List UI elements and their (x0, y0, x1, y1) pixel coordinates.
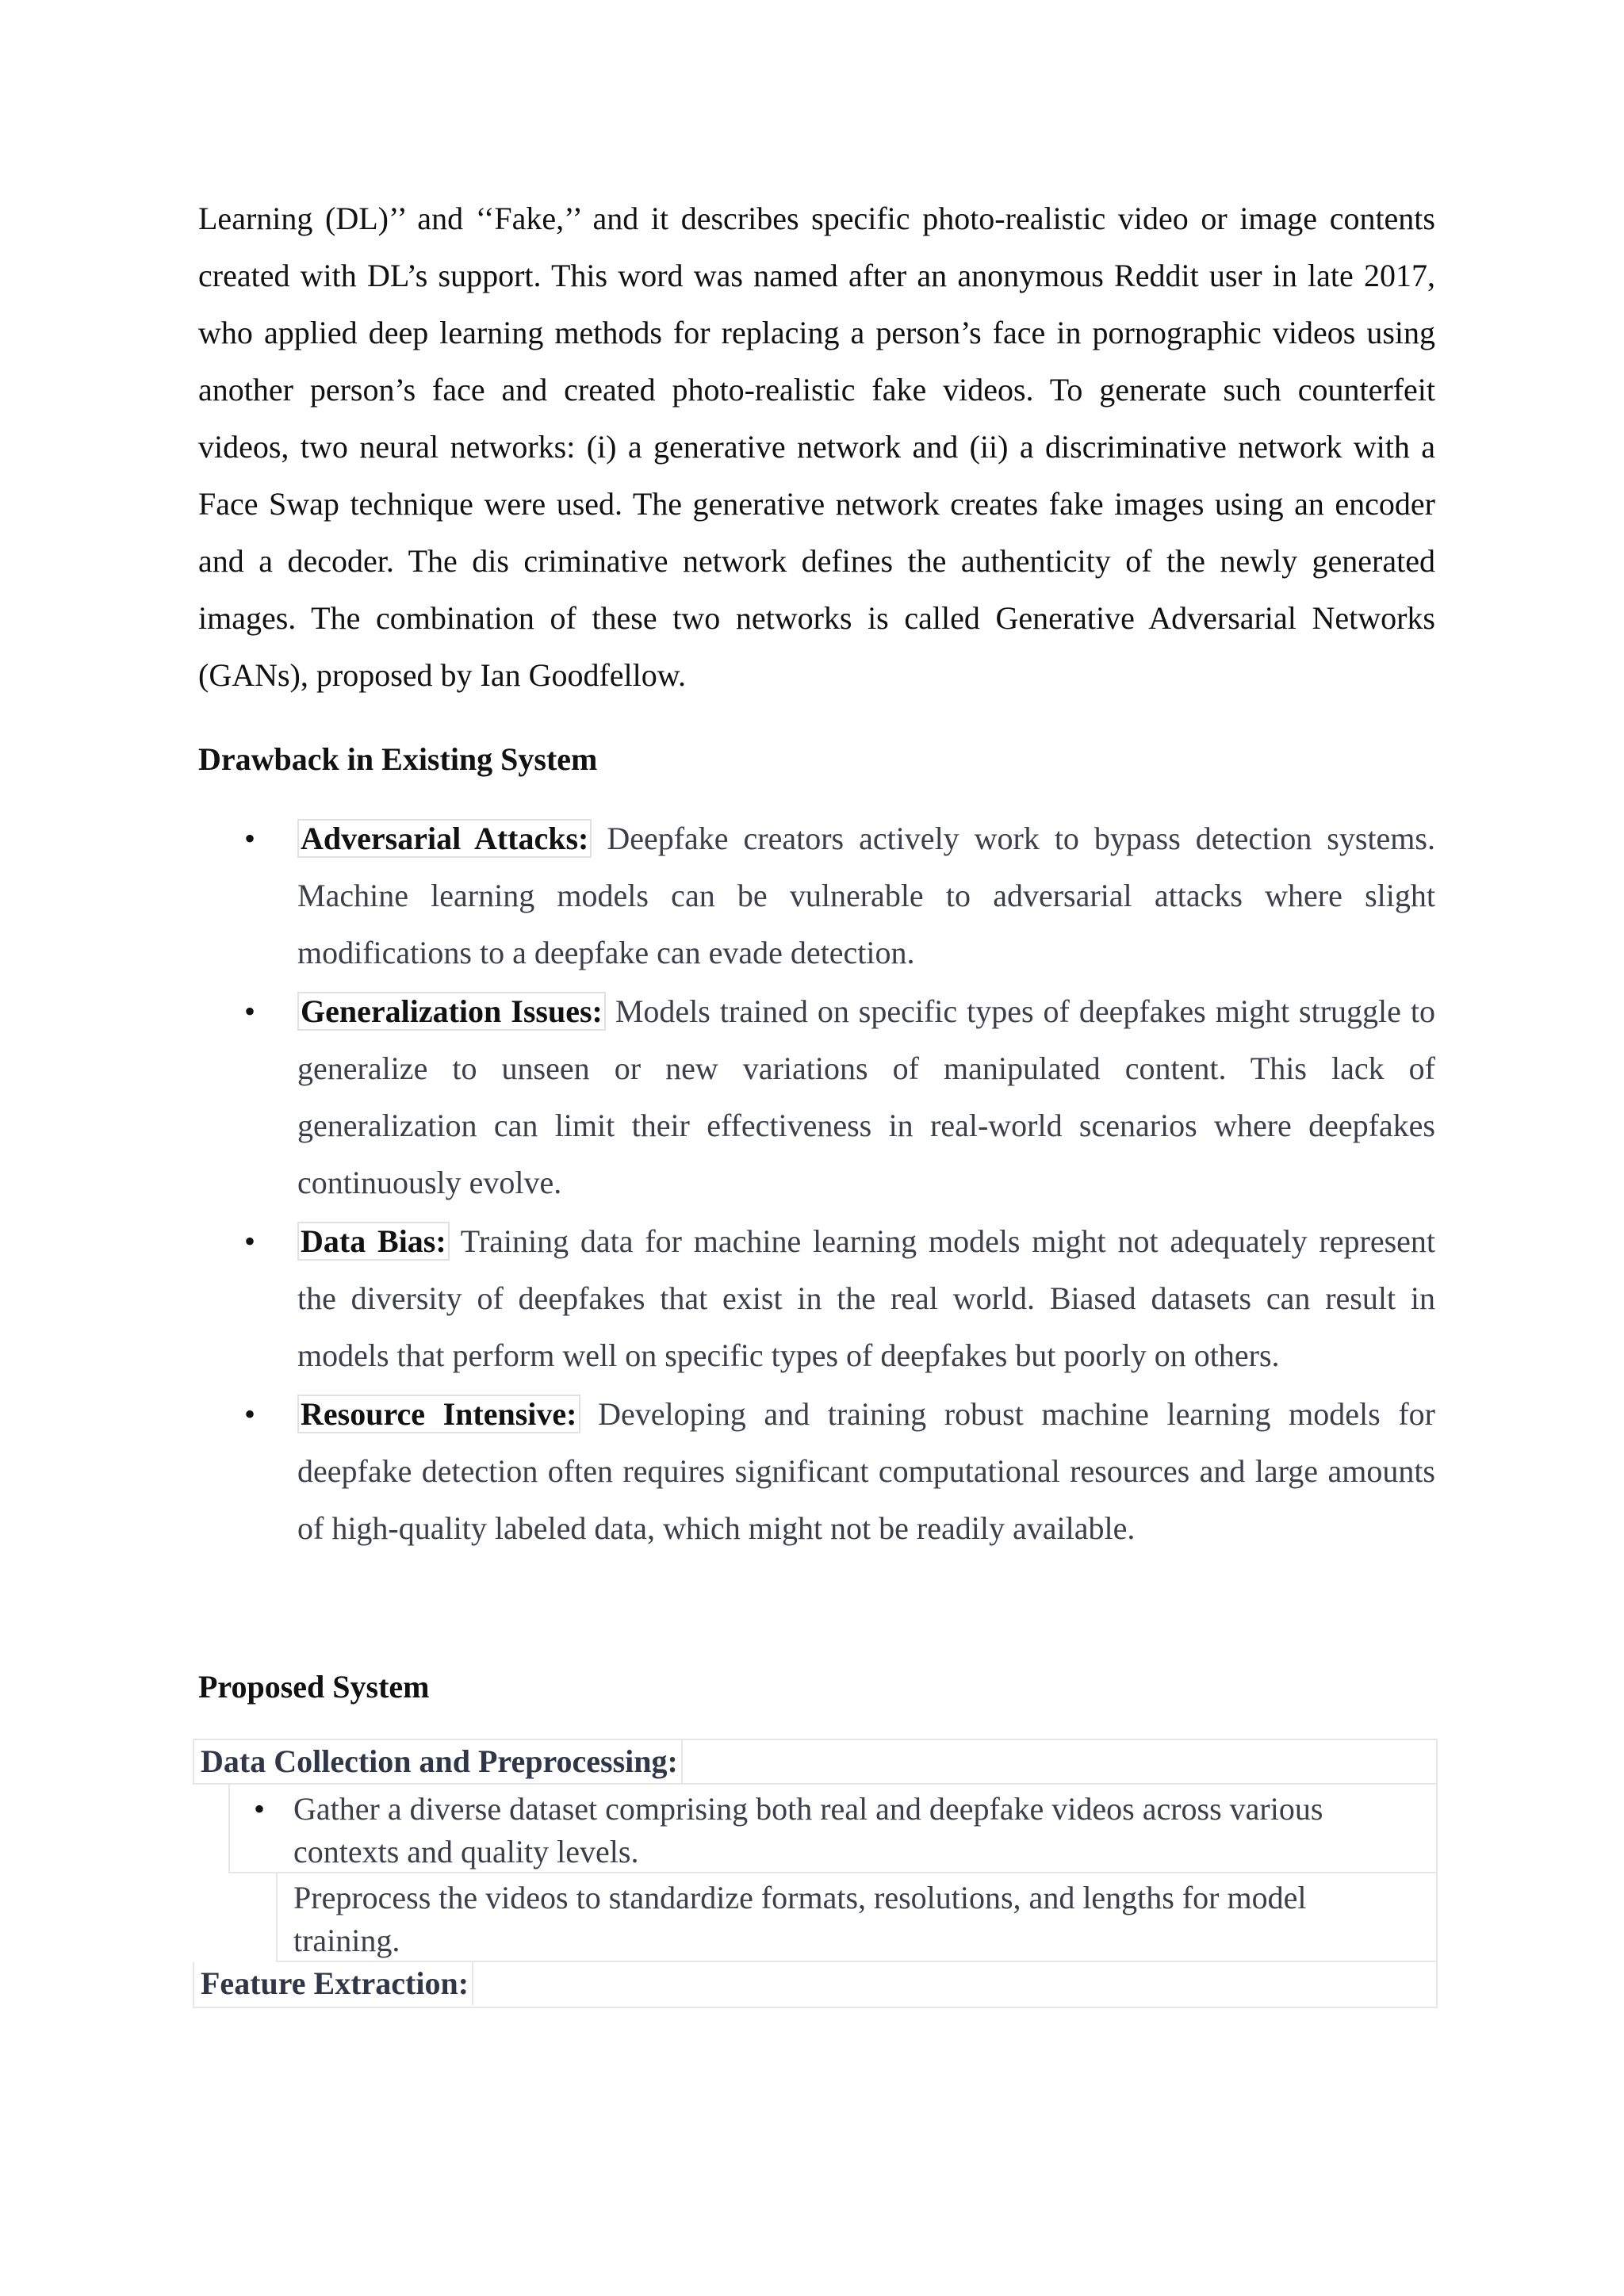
drawback-text: Models trained on specific types of deepfakes might struggle to generalize to unseen or new variations of manipulated content. This lack of generalization can limit their effectiveness in real-world scenarios where deepfakes continuously evolve. (297, 993, 1435, 1200)
bullet-icon: • (244, 1396, 256, 1432)
table-cell: Gather a diverse dataset comprising both real and deepfake videos across various contexts and quality levels. (293, 1791, 1323, 1869)
section-title: Feature Extraction: (201, 1962, 473, 2005)
section-title: Data Collection and Preprocessing: (201, 1740, 683, 1783)
drawback-list (198, 810, 1435, 1557)
drawback-text: Developing and training robust machine learning models for deepfake detection often requires significant computational resources and large amounts of high-quality labeled data, which might not be readily available. (297, 1396, 1435, 1546)
table-cell: Preprocess the videos to standardize formats, resolutions, and lengths for model training. (293, 1880, 1307, 1958)
document-page (198, 190, 1435, 1706)
table-row (276, 1873, 1438, 1962)
drawback-term: Adversarial Attacks: (297, 819, 592, 858)
intro-paragraph: Learning (DL)’’ and ‘‘Fake,’’ and it describes specific photo-realistic video or image contents created with DL’s support. This word was named after an anonymous Reddit user in late 2017, who applied deep learning methods for replacing a person’s face in pornographic videos using another person’s face and created photo-realistic fake videos. To generate such counterfeit videos, two neural networks: (i) a generative network and (ii) a discriminative network with a Face Swap technique were used. The generative network creates fake images using an encoder and a decoder. The dis criminative network defines the authenticity of the newly generated images. The combination of these two networks is called Generative Adversarial Networks (GANs), proposed by Ian Goodfellow. (198, 201, 1435, 693)
list-item (198, 810, 1435, 982)
bullet-icon: • (244, 821, 256, 856)
table-row (193, 1962, 1438, 2008)
proposed-system-table (193, 1739, 1438, 2008)
bullet-icon: • (244, 993, 256, 1029)
list-item (198, 1386, 1435, 1557)
list-item (198, 1213, 1435, 1384)
list-item (198, 983, 1435, 1211)
table-row (228, 1785, 1438, 1873)
proposed-heading: Proposed System (198, 1669, 430, 1705)
drawback-term: Generalization Issues: (297, 992, 606, 1031)
bullet-icon: • (244, 1223, 256, 1259)
drawback-term: Resource Intensive: (297, 1395, 580, 1433)
drawback-text: Deepfake creators actively work to bypass detection systems. Machine learning models can be vulnerable to adversarial attacks where slight modifications to a deepfake can evade detection. (297, 821, 1435, 970)
bullet-icon: • (254, 1791, 266, 1827)
drawback-text: Training data for machine learning models might not adequately represent the diversity of deepfakes that exist in the real world. Biased datasets can result in models that perform well on specific types of deepfakes but poorly on others. (297, 1223, 1436, 1373)
drawback-term: Data Bias: (297, 1222, 450, 1261)
table-row (193, 1739, 1438, 1785)
drawback-heading: Drawback in Existing System (198, 741, 598, 777)
